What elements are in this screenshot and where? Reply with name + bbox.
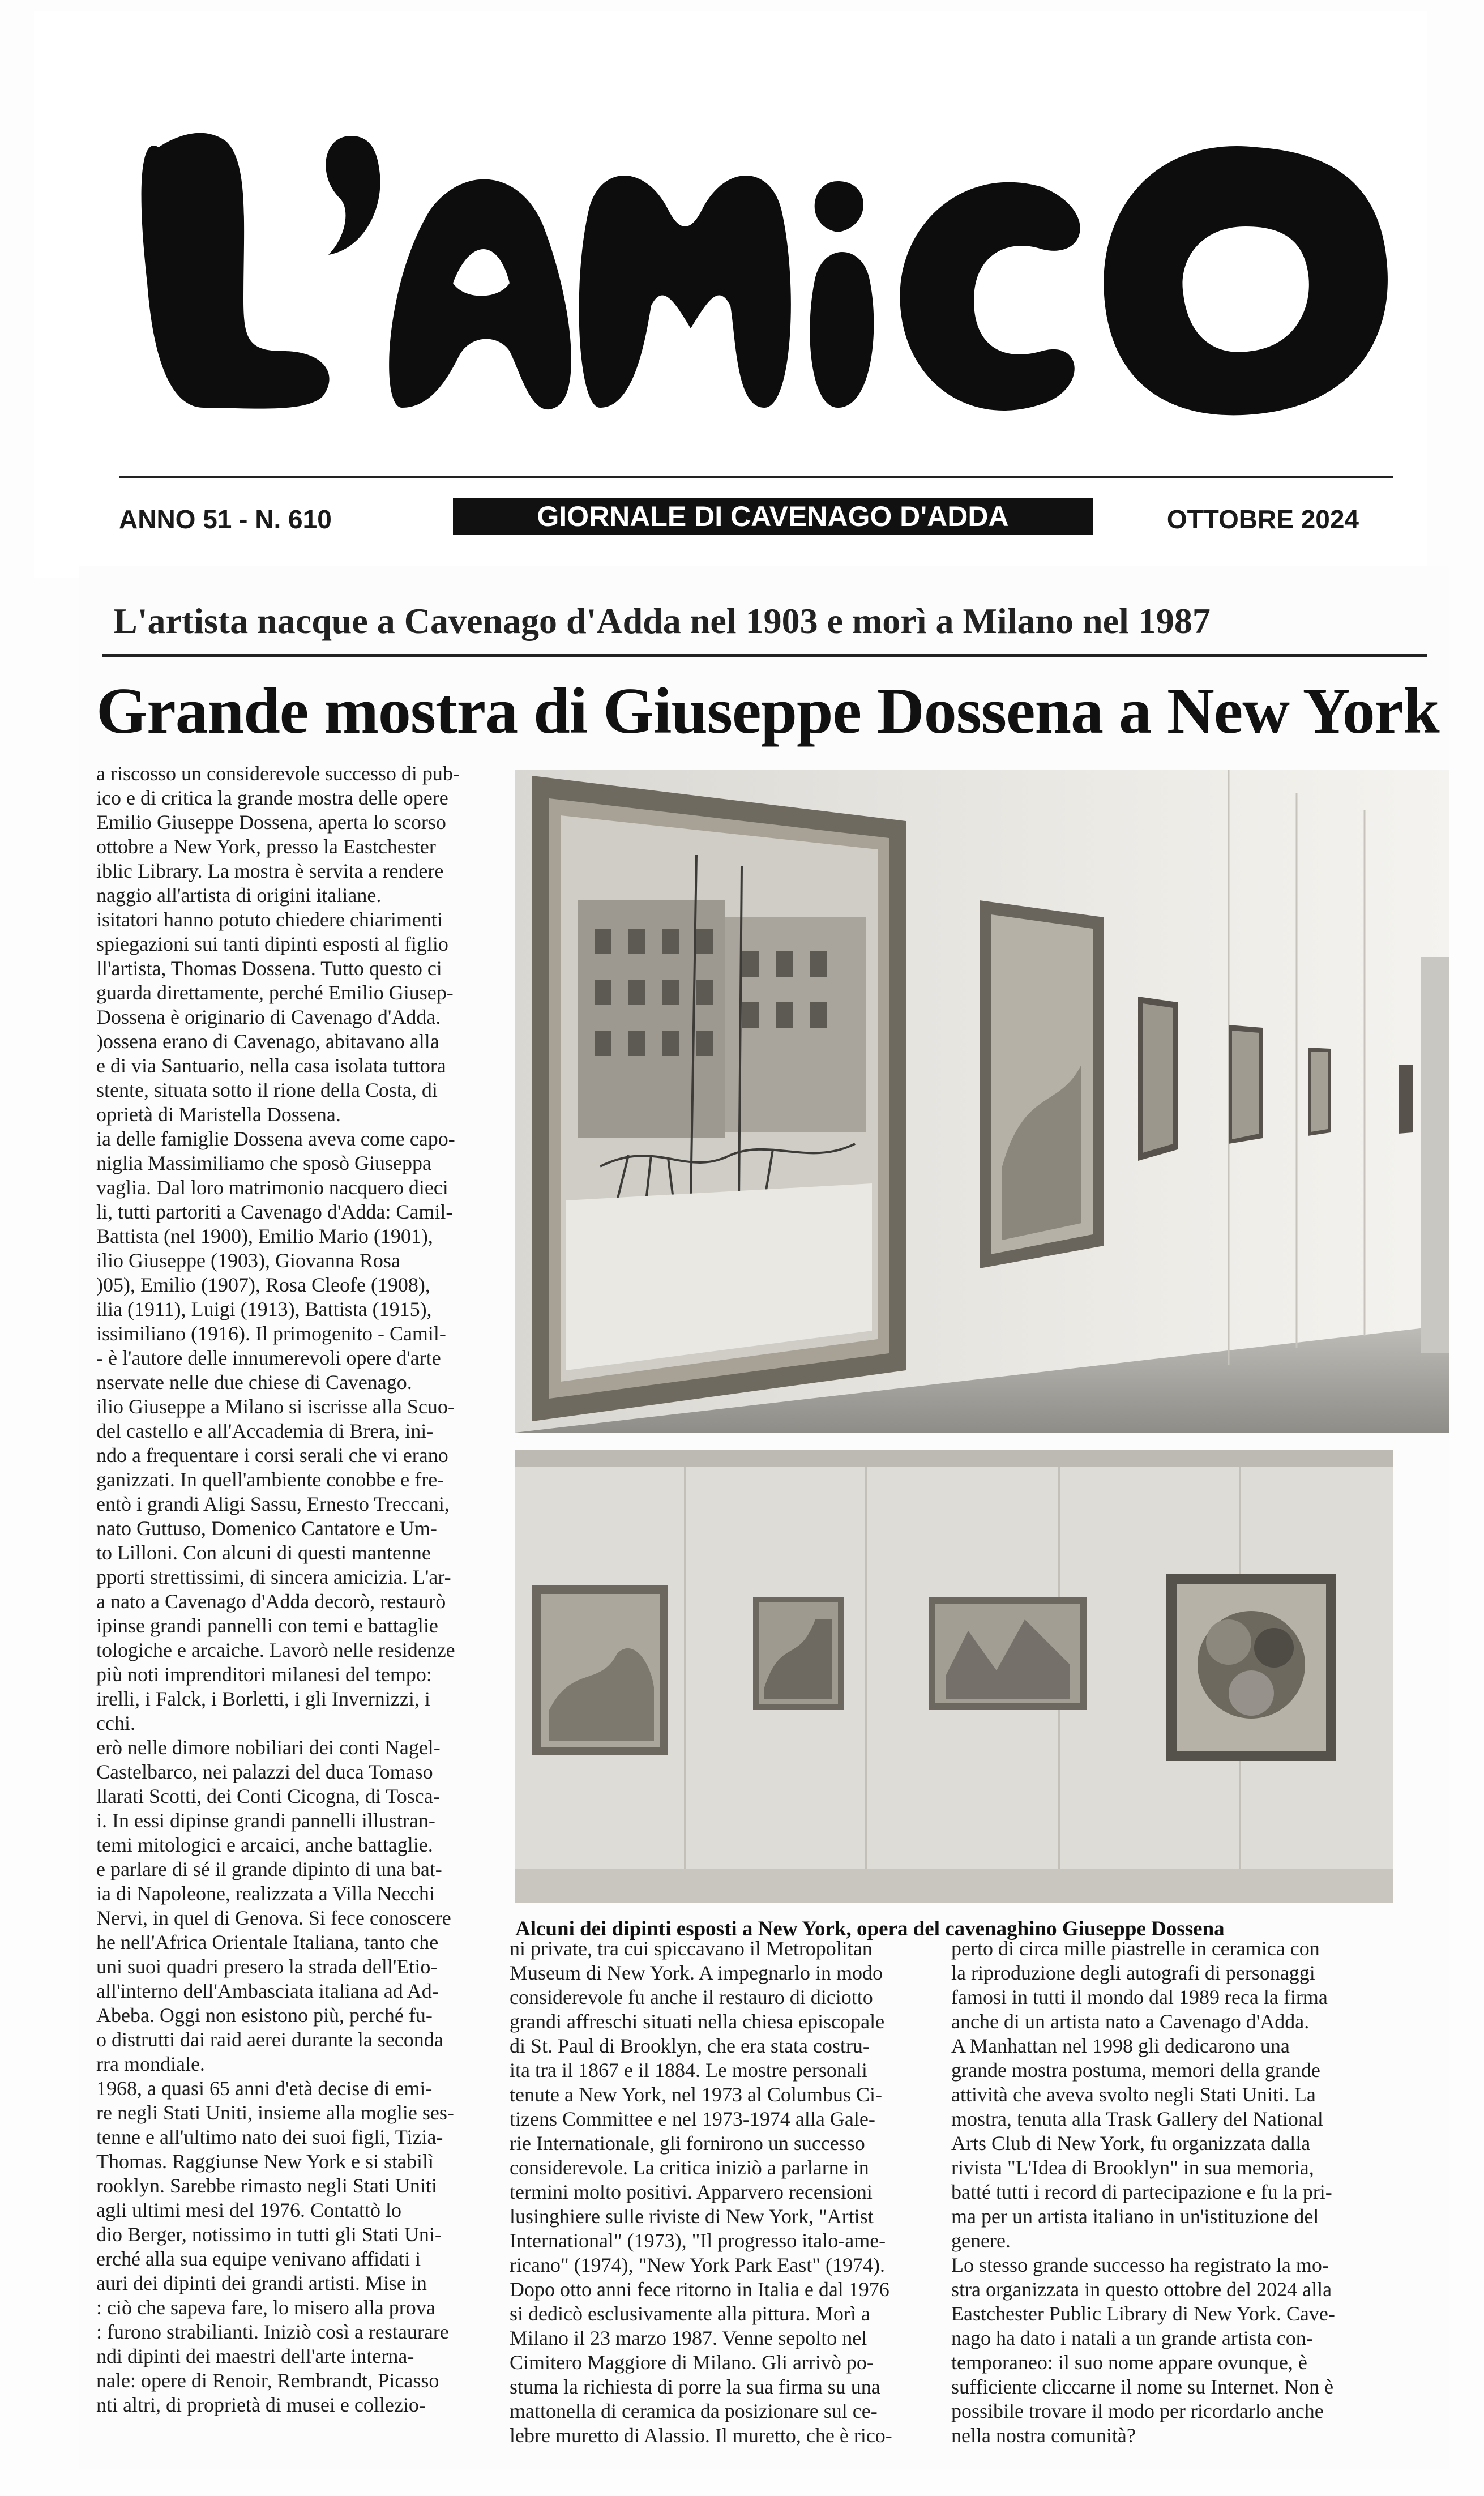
article-text-line: ma per un artista italiano in un'istituzione del xyxy=(951,2205,1319,2228)
article-text-line: ndo a frequentare i corsi serali che vi erano xyxy=(96,1444,448,1467)
article-text-line: più noti imprenditori milanesi del tempo: xyxy=(96,1663,432,1686)
article-text-line: ilia (1911), Luigi (1913), Battista (1915), xyxy=(96,1298,432,1320)
article-text-line: cchi. xyxy=(96,1712,135,1734)
article-text-line: Milano il 23 marzo 1987. Venne sepolto nel xyxy=(510,2327,867,2349)
article-text-line: Nervi, in quel di Genova. Si fece conoscere xyxy=(96,1907,451,1929)
article-text-line: di St. Paul di Brooklyn, che era stata costru- xyxy=(510,2035,870,2057)
masthead xyxy=(34,11,1427,578)
article-text-line: si dedicò esclusivamente alla pittura. Morì a xyxy=(510,2302,870,2325)
article-text-line: Museum di New York. A impegnarlo in modo xyxy=(510,1961,883,1984)
article-text-line: ipinse grandi pannelli con temi e battaglie xyxy=(96,1614,438,1637)
article-text-line: entò i grandi Aligi Sassu, Ernesto Treccani, xyxy=(96,1493,450,1515)
article-text-line: llarati Scotti, dei Conti Cicogna, di Tosca- xyxy=(96,1785,440,1807)
article-text-line: attività che aveva svolto negli Stati Uniti. La xyxy=(951,2083,1316,2106)
article-text-line: temporaneo: il suo nome appare ovunque, è xyxy=(951,2351,1307,2374)
article-text-line: naggio all'artista di origini italiane. xyxy=(96,884,382,907)
newspaper-subtitle: GIORNALE DI CAVENAGO D'ADDA xyxy=(453,498,1093,535)
article-text-line: anche di un artista nato a Cavenago d'Adda. xyxy=(951,2010,1310,2033)
article-text-line: lebre muretto di Alassio. Il muretto, che è rico- xyxy=(510,2424,892,2447)
article-text-line: to Lilloni. Con alcuni di questi mantenne xyxy=(96,1541,431,1564)
kicker-rule xyxy=(102,654,1427,657)
article-text-line: temi mitologici e arcaici, anche battaglie. xyxy=(96,1833,433,1856)
article-text-line: ico e di critica la grande mostra delle opere xyxy=(96,787,448,809)
issue-number: ANNO 51 - N. 610 xyxy=(119,505,332,534)
article-text-line: rra mondiale. xyxy=(96,2053,205,2075)
article-text-line: e di via Santuario, nella casa isolata tuttora xyxy=(96,1054,446,1077)
article-headline: Grande mostra di Giuseppe Dossena a New York xyxy=(96,675,1439,747)
article-text-line: nago ha dato i natali a un grande artista con- xyxy=(951,2327,1313,2349)
article-text-line: a riscosso un considerevole successo di pub- xyxy=(96,762,460,785)
article-text-line: mattonella di ceramica da posizionare sul ce- xyxy=(510,2400,878,2422)
article-text-line: isitatori hanno potuto chiedere chiarimenti xyxy=(96,908,443,931)
article-text-line: Cimitero Maggiore di Milano. Gli arrivò po- xyxy=(510,2351,874,2374)
article-text-line: Eastchester Public Library di New York. Cave- xyxy=(951,2302,1335,2325)
article-text-line: irelli, i Falck, i Borletti, i gli Invernizzi, i xyxy=(96,1687,430,1710)
article-text-line: ilio Giuseppe (1903), Giovanna Rosa xyxy=(96,1249,400,1272)
issue-date: OTTOBRE 2024 xyxy=(1166,505,1359,534)
article-text-line: Dopo otto anni fece ritorno in Italia e dal 1976 xyxy=(510,2278,889,2301)
article-text-line: niglia Massimiliamo che sposò Giuseppa xyxy=(96,1152,431,1174)
article-text-line: Castelbarco, nei palazzi del duca Tomaso xyxy=(96,1760,433,1783)
article-text-line: batté tutti i record di partecipazione e fu la pri- xyxy=(951,2181,1332,2203)
article-text-line: lusinghiere sulle riviste di New York, "Artist xyxy=(510,2205,874,2228)
article-column-1 xyxy=(96,762,504,2460)
article-text-line: nato Guttuso, Domenico Cantatore e Um- xyxy=(96,1517,437,1540)
article-text-line: : ciò che sapeva fare, lo misero alla prova xyxy=(96,2296,435,2319)
article-text-line: pporti strettissimi, di sincera amicizia. L'ar- xyxy=(96,1566,451,1588)
article-column-3 xyxy=(951,1937,1382,2480)
article-text-line: Battista (nel 1900), Emilio Mario (1901), xyxy=(96,1225,433,1247)
exhibition-photo-2 xyxy=(515,1450,1393,1903)
article-text-line: sufficiente cliccarne il nome su Internet. Non è xyxy=(951,2375,1334,2398)
article xyxy=(79,566,1449,2469)
article-text-line: considerevole. La critica iniziò a parlarne in xyxy=(510,2156,869,2179)
article-text-line: Arts Club di New York, fu organizzata dalla xyxy=(951,2132,1311,2155)
article-text-line: uni suoi quadri presero la strada dell'Etio- xyxy=(96,1955,438,1978)
exhibition-photo-1 xyxy=(515,770,1449,1433)
article-text-line: Dossena è originario di Cavenago d'Adda. xyxy=(96,1006,441,1028)
article-text-line: tologiche e arcaiche. Lavorò nelle residenze xyxy=(96,1639,455,1661)
article-text-line: Emilio Giuseppe Dossena, aperta lo scorso xyxy=(96,811,446,834)
article-text-line: considerevole fu anche il restauro di diciotto xyxy=(510,1986,873,2008)
article-text-line: famosi in tutti il mondo dal 1989 reca la firma xyxy=(951,1986,1328,2008)
article-text-line: stente, situata sotto il rione della Costa, di xyxy=(96,1079,438,1101)
article-text-line: grande mostra postuma, memori della grande xyxy=(951,2059,1320,2082)
article-text-line: )ossena erano di Cavenago, abitavano alla xyxy=(96,1030,439,1053)
article-text-line: ia di Napoleone, realizzata a Villa Necchi xyxy=(96,1882,435,1905)
article-text-line: possibile trovare il modo per ricordarlo anche xyxy=(951,2400,1324,2422)
article-text-line: e parlare di sé il grande dipinto di una bat- xyxy=(96,1858,442,1880)
article-text-line: ll'artista, Thomas Dossena. Tutto questo ci xyxy=(96,957,442,980)
article-text-line: vaglia. Dal loro matrimonio nacquero dieci xyxy=(96,1176,448,1199)
article-text-line: Lo stesso grande successo ha registrato la mo- xyxy=(951,2254,1329,2276)
article-text-line: ia delle famiglie Dossena aveva come capo- xyxy=(96,1127,455,1150)
article-text-line: la riproduzione degli autografi di personaggi xyxy=(951,1961,1315,1984)
article-text-line: erché alla sua equipe venivano affidati i xyxy=(96,2247,421,2270)
article-text-line: termini molto positivi. Apparvero recensioni xyxy=(510,2181,873,2203)
article-text-line: rie Internationale, gli fornirono un successo xyxy=(510,2132,865,2155)
article-text-line: auri dei dipinti dei grandi artisti. Mise in xyxy=(96,2272,427,2294)
issue-bar xyxy=(119,498,1393,538)
article-text-line: : furono strabilianti. Iniziò così a restaurare xyxy=(96,2320,449,2343)
article-text-line: o distrutti dai raid aerei durante la seconda xyxy=(96,2028,443,2051)
article-text-line: nale: opere di Renoir, Rembrandt, Picasso xyxy=(96,2369,439,2392)
article-text-line: guarda direttamente, perché Emilio Giusep- xyxy=(96,981,454,1004)
article-kicker: L'artista nacque a Cavenago d'Adda nel 1903 e morì a Milano nel 1987 xyxy=(113,601,1211,641)
svg-text:L'AMICO: L'AMICO xyxy=(136,106,173,116)
article-text-line: Thomas. Raggiunse New York e si stabilì xyxy=(96,2150,434,2173)
article-column-2 xyxy=(510,1937,940,2480)
article-text-line: International" (1973), "Il progresso italo-ame- xyxy=(510,2229,886,2252)
article-text-line: ndi dipinti dei maestri dell'arte interna- xyxy=(96,2345,414,2367)
article-text-line: a nato a Cavenago d'Adda decorò, restaurò xyxy=(96,1590,446,1613)
article-text-line: iblic Library. La mostra è servita a rendere xyxy=(96,860,444,882)
article-text-line: ricano" (1974), "New York Park East" (1974). xyxy=(510,2254,885,2276)
article-text-line: stra organizzata in questo ottobre del 2024 alla xyxy=(951,2278,1332,2301)
article-text-line: issimiliano (1916). Il primogenito - Camil- xyxy=(96,1322,446,1345)
article-text-line: oprietà di Maristella Dossena. xyxy=(96,1103,341,1126)
article-text-line: tenne e all'ultimo nato dei suoi figli, Tizia- xyxy=(96,2126,443,2148)
article-text-line: rooklyn. Sarebbe rimasto negli Stati Uniti xyxy=(96,2174,437,2197)
article-text-line: erò nelle dimore nobiliari dei conti Nagel- xyxy=(96,1736,441,1759)
article-text-line: nti altri, di proprietà di musei e collezio- xyxy=(96,2394,426,2416)
article-text-line: perto di circa mille piastrelle in ceramica con xyxy=(951,1937,1320,1960)
article-text-line: - è l'autore delle innumerevoli opere d'arte xyxy=(96,1347,441,1369)
article-text-line: dio Berger, notissimo in tutti gli Stati Uni- xyxy=(96,2223,442,2246)
article-text-line: all'interno dell'Ambasciata italiana ad Ad- xyxy=(96,1980,439,2002)
masthead-logo xyxy=(136,106,1466,430)
article-text-line: i. In essi dipinse grandi pannelli illustran- xyxy=(96,1809,435,1832)
article-text-line: 1968, a quasi 65 anni d'età decise di emi- xyxy=(96,2077,433,2100)
photo-caption: Alcuni dei dipinti esposti a New York, opera del cavenaghino Giuseppe Dossena xyxy=(515,1917,1225,1941)
article-text-line: nservate nelle due chiese di Cavenago. xyxy=(96,1371,412,1394)
logo-lettering xyxy=(136,106,1466,430)
article-text-line: re negli Stati Uniti, insieme alla moglie ses- xyxy=(96,2101,454,2124)
article-text-line: tizens Committee e nel 1973-1974 alla Gale- xyxy=(510,2108,875,2130)
article-text-line: grandi affreschi situati nella chiesa episcopale xyxy=(510,2010,885,2033)
article-text-line: li, tutti partoriti a Cavenago d'Adda: Camil- xyxy=(96,1200,453,1223)
article-text-line: stuma la richiesta di porre la sua firma su una xyxy=(510,2375,880,2398)
article-text-line: spiegazioni sui tanti dipinti esposti al figlio xyxy=(96,933,448,955)
article-text-line: A Manhattan nel 1998 gli dedicarono una xyxy=(951,2035,1290,2057)
article-text-line: ilio Giuseppe a Milano si iscrisse alla Scuo- xyxy=(96,1395,455,1418)
article-text-line: )05), Emilio (1907), Rosa Cleofe (1908), xyxy=(96,1273,430,1296)
article-text-line: ita tra il 1867 e il 1884. Le mostre personali xyxy=(510,2059,867,2082)
article-text-line: ni private, tra cui spiccavano il Metropolitan xyxy=(510,1937,873,1960)
article-text-line: del castello e all'Accademia di Brera, ini- xyxy=(96,1420,434,1442)
article-text-line: Abeba. Oggi non esistono più, perché fu- xyxy=(96,2004,433,2027)
article-text-line: ganizzati. In quell'ambiente conobbe e fre- xyxy=(96,1468,444,1491)
article-text-line: agli ultimi mesi del 1976. Contattò lo xyxy=(96,2199,401,2221)
article-text-line: rivista "L'Idea di Brooklyn" in sua memoria, xyxy=(951,2156,1314,2179)
article-text-line: tenute a New York, nel 1973 al Columbus Ci- xyxy=(510,2083,882,2106)
article-text-line: nella nostra comunità? xyxy=(951,2424,1136,2447)
article-text-line: he nell'Africa Orientale Italiana, tanto che xyxy=(96,1931,439,1954)
article-text-line: ottobre a New York, presso la Eastchester xyxy=(96,835,436,858)
article-text-line: genere. xyxy=(951,2229,1011,2252)
masthead-top-rule xyxy=(119,476,1393,478)
article-text-line: mostra, tenuta alla Trask Gallery del National xyxy=(951,2108,1323,2130)
